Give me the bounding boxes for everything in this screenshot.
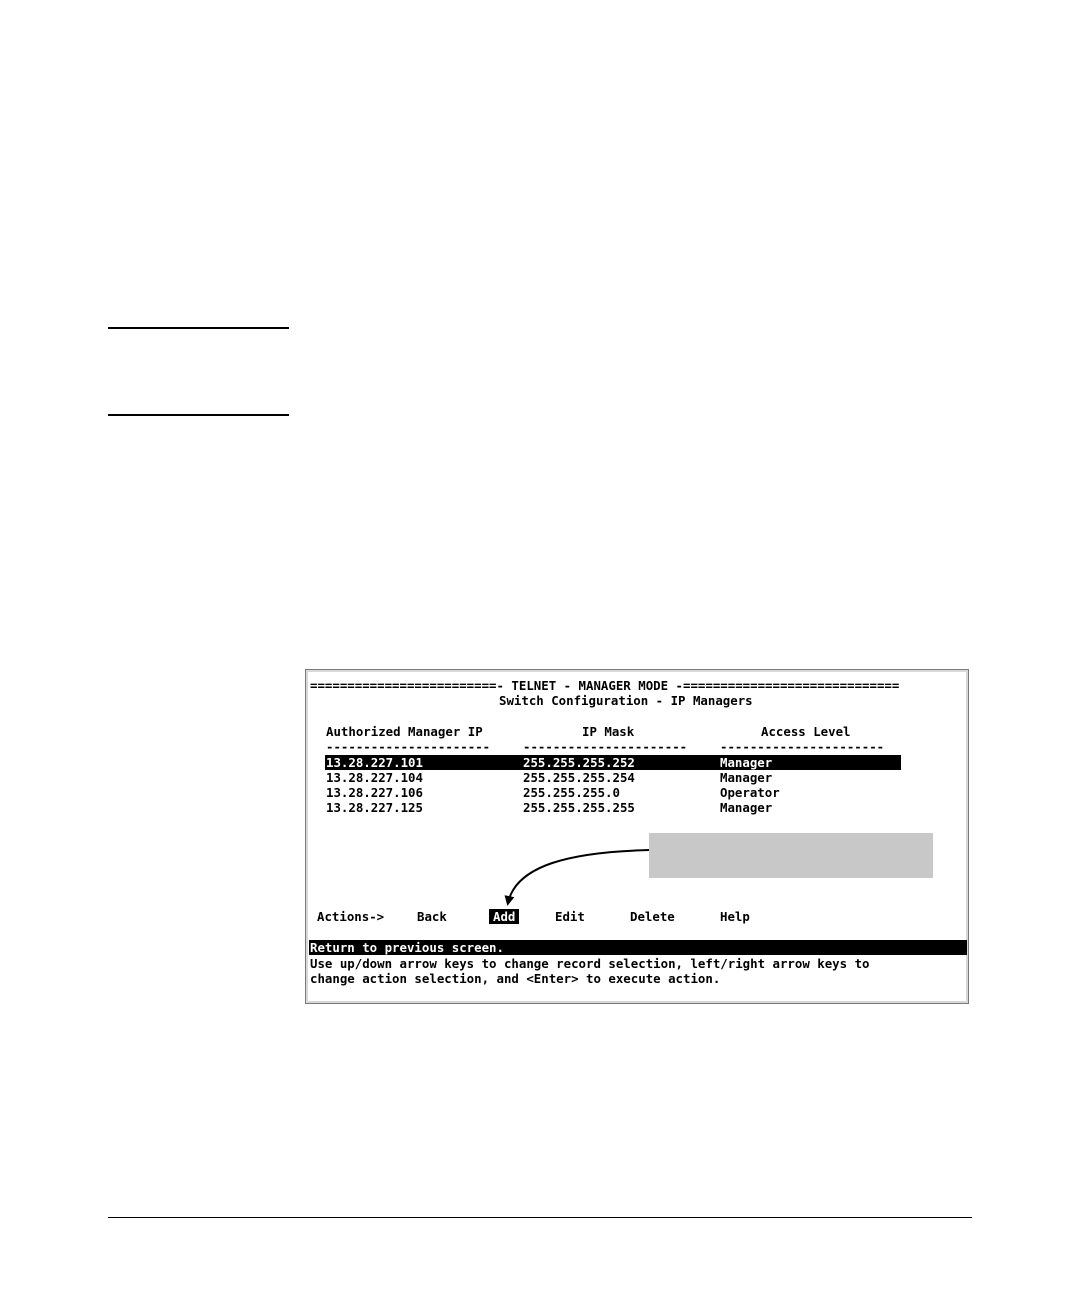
actions-label: Actions->	[317, 909, 385, 924]
row-access-level: Manager	[720, 755, 773, 770]
terminal-header: =========================- TELNET - MANAGER MODE -=============================	[310, 678, 900, 693]
footer-rule	[108, 1217, 972, 1218]
status-message: Return to previous screen.	[310, 940, 504, 955]
margin-rule-bottom	[108, 414, 289, 416]
column-divider: ----------------------	[720, 739, 885, 754]
action-back-button[interactable]: Back	[417, 909, 447, 924]
column-header-manager-ip: Authorized Manager IP	[326, 724, 483, 739]
margin-rule-top	[108, 327, 289, 329]
row-ip: 13.28.227.106	[326, 785, 423, 800]
help-text-line: change action selection, and <Enter> to execute action.	[310, 971, 721, 986]
column-divider: ----------------------	[523, 739, 688, 754]
row-mask: 255.255.255.255	[523, 800, 635, 815]
column-header-ip-mask: IP Mask	[582, 724, 635, 739]
action-delete-button[interactable]: Delete	[630, 909, 675, 924]
telnet-terminal-screen	[305, 669, 969, 1004]
column-header-access-level: Access Level	[761, 724, 851, 739]
row-ip: 13.28.227.125	[326, 800, 423, 815]
action-edit-button[interactable]: Edit	[555, 909, 585, 924]
row-mask: 255.255.255.252	[523, 755, 635, 770]
help-text-line: Use up/down arrow keys to change record selection, left/right arrow keys to	[310, 956, 870, 971]
row-mask: 255.255.255.254	[523, 770, 635, 785]
row-ip: 13.28.227.101	[326, 755, 423, 770]
row-mask: 255.255.255.0	[523, 785, 620, 800]
row-access-level: Manager	[720, 800, 773, 815]
row-access-level: Operator	[720, 785, 780, 800]
row-access-level: Manager	[720, 770, 773, 785]
screen-title: Switch Configuration - IP Managers	[499, 693, 753, 708]
action-help-button[interactable]: Help	[720, 909, 750, 924]
row-ip: 13.28.227.104	[326, 770, 423, 785]
action-add-button[interactable]: Add	[489, 909, 519, 924]
column-divider: ----------------------	[326, 739, 491, 754]
